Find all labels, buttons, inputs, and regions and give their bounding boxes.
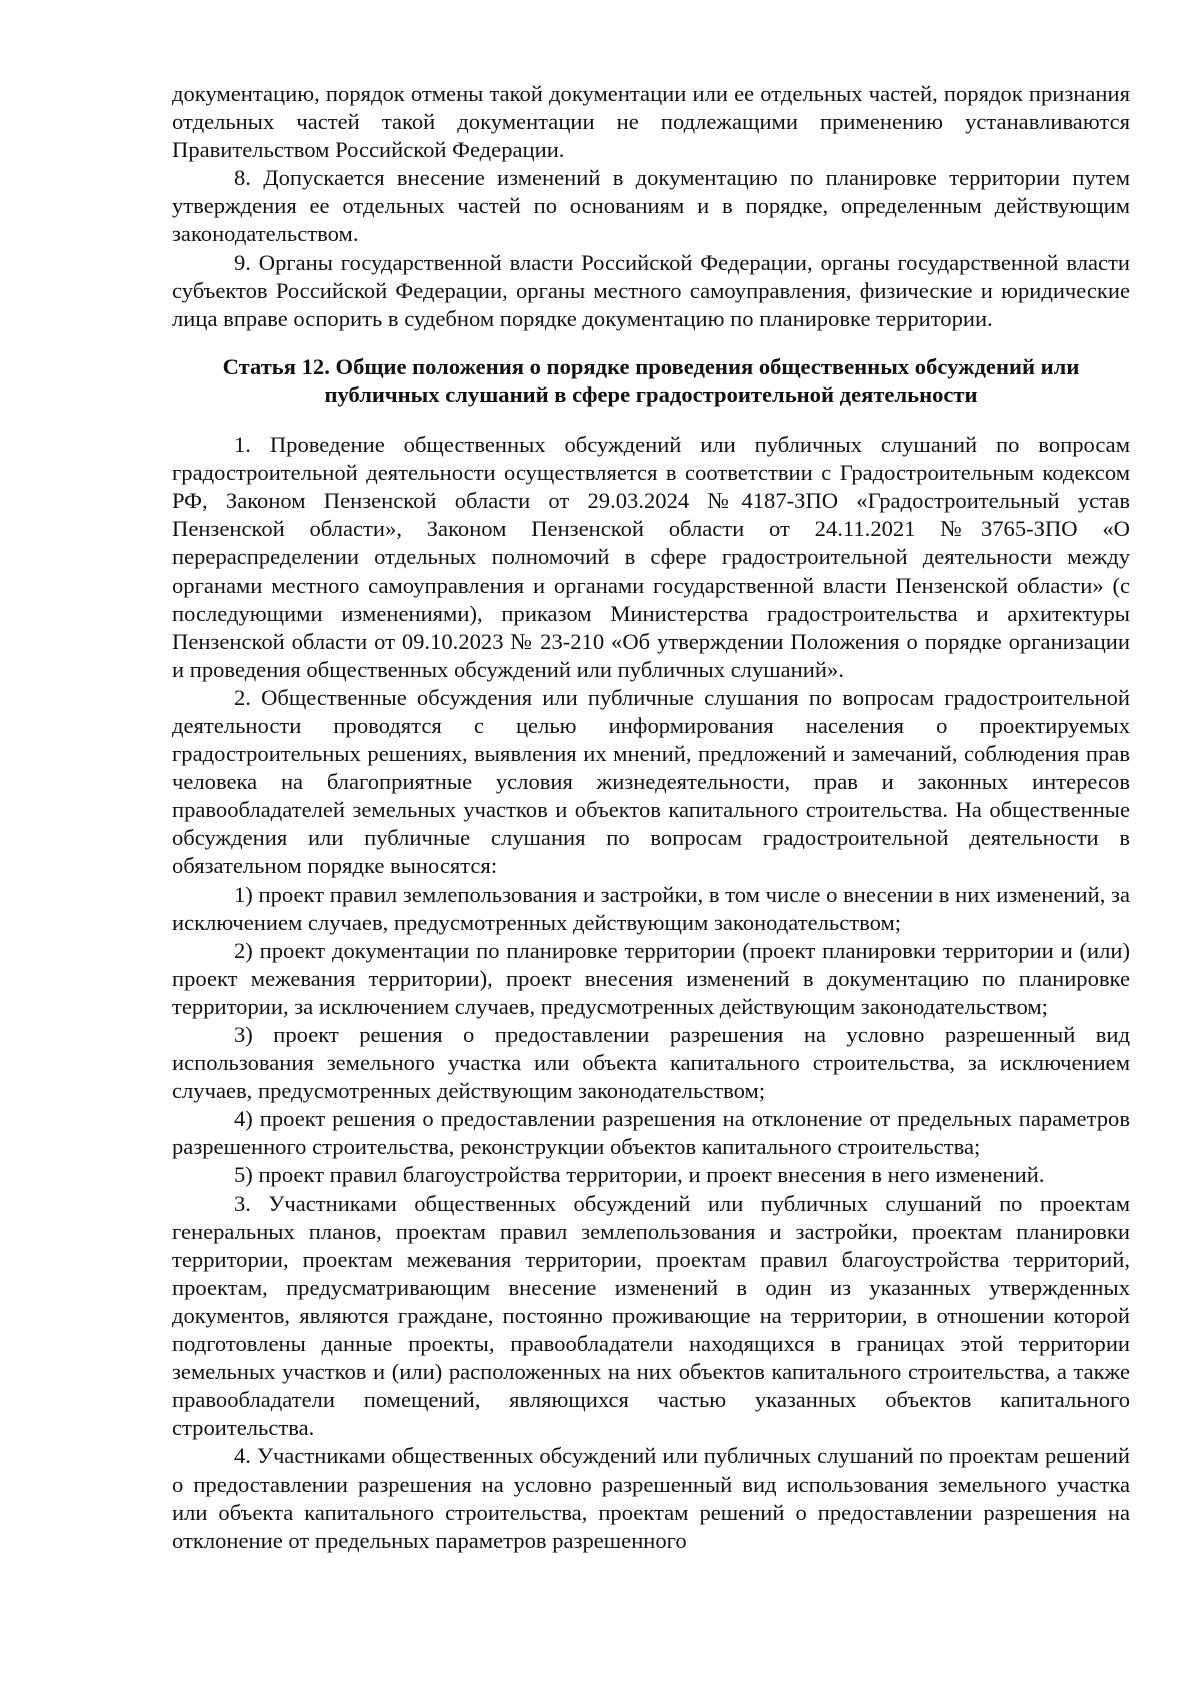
paragraph: 2. Общественные обсуждения или публичные слушания по вопросам градостроительной деятельности проводятся с целью информирования населения о проектируемых градостроительных решениях, выявления их мнений, предложений и замечаний, соблюдения прав человека на благоприятные условия жизнедеятельности, прав и законных интересов правообладателей земельных участков и объектов капитального строительства. На общественные обсуждения или публичные слушания по вопросам градостроительной деятельности в обязательном порядке выносятся: — [172, 684, 1130, 879]
paragraph: 8. Допускается внесение изменений в документацию по планировке территории путем утверждения ее отдельных частей по основаниям и в порядке, определенным действующим законодательством. — [172, 165, 1130, 247]
paragraph: документацию, порядок отмены такой документации или ее отдельных частей, порядок признания отдельных частей такой документации не подлежащими применению устанавливаются Правительством Российской Федерации. — [172, 81, 1130, 163]
document-body — [172, 80, 1130, 1555]
paragraph: 3. Участниками общественных обсуждений или публичных слушаний по проектам генеральных планов, проектам правил землепользования и застройки, проектам планировки территории, проектам межевания территории, проектам правил благоустройства территорий, проектам, предусматривающим внесение изменений в один из указанных утвержденных документов, являются граждане, постоянно проживающие на территории, в отношении которой подготовлены данные проекты, правообладатели находящихся в границах этой территории земельных участков и (или) расположенных на них объектов капитального строительства, а также правообладатели помещений, являющихся частью указанных объектов капитального строительства. — [172, 1190, 1130, 1441]
article-heading: Статья 12. Общие положения о порядке проведения общественных обсуждений или публичных слушаний в сфере градостроительной деятельности — [222, 353, 1080, 407]
paragraph: 4. Участниками общественных обсуждений или публичных слушаний по проектам решений о предоставлении разрешения на условно разрешенный вид использования земельного участка или объекта капитального строительства, проектам решений о предоставлении разрешения на отклонение от предельных параметров разрешенного — [172, 1443, 1130, 1553]
list-item: 3) проект решения о предоставлении разрешения на условно разрешенный вид использования земельного участка или объекта капитального строительства, за исключением случаев, предусмотренных действующим законодательством; — [172, 1022, 1130, 1104]
list-item: 5) проект правил благоустройства территории, и проект внесения в него изменений. — [234, 1162, 1045, 1188]
list-item: 1) проект правил землепользования и застройки, в том числе о внесении в них изменений, за исключением случаев, предусмотренных действующим законодательством; — [172, 881, 1130, 935]
paragraph: 9. Органы государственной власти Российской Федерации, органы государственной власти субъектов Российской Федерации, органы местного самоуправления, физические и юридические лица вправе оспорить в судебном порядке документацию по планировке территории. — [172, 249, 1130, 331]
list-item: 4) проект решения о предоставлении разрешения на отклонение от предельных параметров разрешенного строительства, реконструкции объектов капитального строительства; — [172, 1106, 1130, 1160]
paragraph: 1. Проведение общественных обсуждений или публичных слушаний по вопросам градостроительной деятельности осуществляется в соответствии с Градостроительным кодексом РФ, Законом Пензенской области от 29.03.2024 №4187-ЗПО «Градостроительный устав Пензенской области», Законом Пензенской области от 24.11.2021 №3765-ЗПО «О перераспределении отдельных полномочий в сфере градостроительной деятельности между органами местного самоуправления и органами государственной власти Пензенской области» (с последующими изменениями), приказом Министерства градостроительства и архитектуры Пензенской области от 09.10.2023 № 23-210 «Об утверждении Положения о порядке организации и проведения общественных обсуждений или публичных слушаний». — [172, 432, 1130, 682]
list-item: 2) проект документации по планировке территории (проект планировки территории и (или) проект межевания территории), проект внесения изменений в документацию по планировке территории, за исключением случаев, предусмотренных действующим законодательством; — [172, 937, 1130, 1019]
